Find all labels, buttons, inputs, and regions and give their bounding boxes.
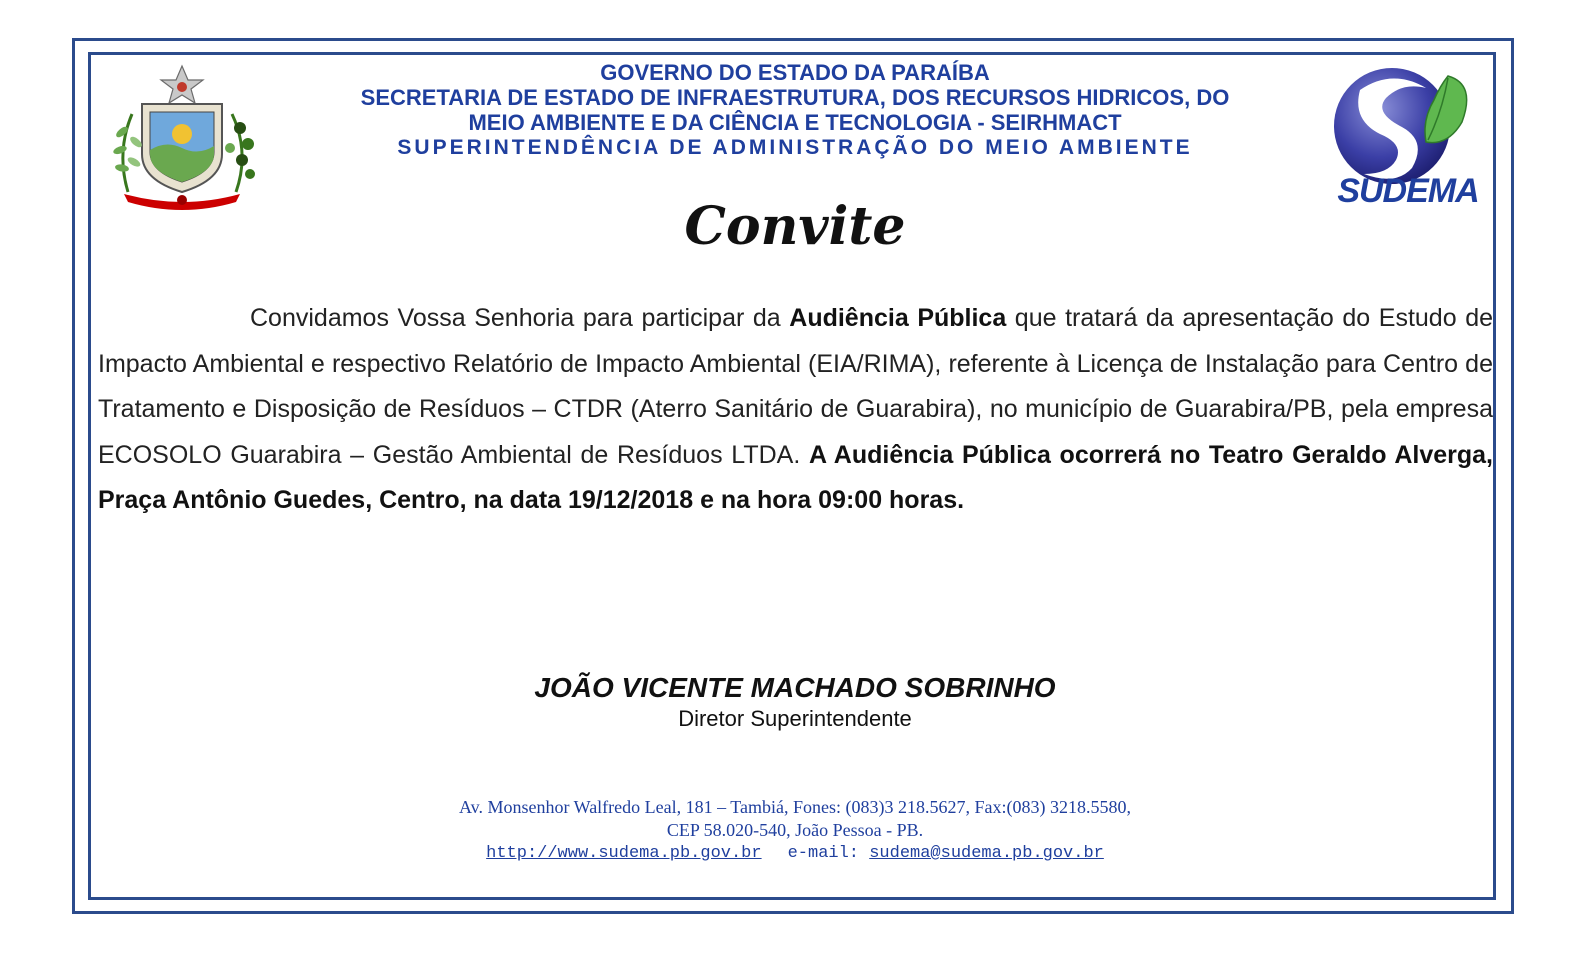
footer-address-line-1: Av. Monsenhor Walfredo Leal, 181 – Tambiá, Fones: (083)3 218.5627, Fax:(083) 3218.5580, — [458, 797, 1132, 817]
footer-address-line-2: CEP 58.020-540, João Pessoa - PB. — [666, 820, 924, 840]
body-text-part-2: que tratará da apresentação do Estudo de Impacto Ambiental e respectivo Relatório de Impacto Ambiental (EIA/RIMA), referente à Licença de Instalação para Centro de Tratamento e Disposição de Resíduos – CTDR (Aterro Sanitário de Guarabira), no município de Guarabira/PB, pela empresa ECOSOLO Guarabira – Gestão Ambiental de Resíduos LTDA. — [98, 304, 1493, 469]
letterhead — [280, 60, 1310, 160]
footer-contact — [0, 796, 1590, 865]
signatory-name: JOÃO VICENTE MACHADO SOBRINHO — [534, 672, 1056, 703]
body-bold-audiencia: Audiência Pública — [789, 304, 1007, 332]
website-link[interactable]: http://www.sudema.pb.gov.br — [486, 844, 762, 863]
sudema-logo-text: SUDEMA — [1337, 172, 1479, 210]
email-label: e-mail: — [787, 844, 860, 863]
invitation-body — [98, 296, 1493, 524]
header-line-secretariat: SECRETARIA DE ESTADO DE INFRAESTRUTURA, DOS RECURSOS HIDRICOS, DO — [360, 85, 1230, 110]
sudema-logo-icon — [1330, 64, 1490, 212]
header-line-secretariat-cont: MEIO AMBIENTE E DA CIÊNCIA E TECNOLOGIA - SEIRHMACT — [468, 110, 1122, 135]
footer-links — [0, 842, 1590, 865]
signatory-role: Diretor Superintendente — [678, 706, 912, 731]
document-title: Convite — [684, 196, 906, 257]
body-text-part-1: Convidamos Vossa Senhoria para participar da — [250, 304, 790, 332]
coat-of-arms-icon — [98, 62, 266, 210]
body-bold-event-details: A Audiência Pública ocorrerá no Teatro Geraldo Alverga, Praça Antônio Guedes, Centro, na data 19/12/2018 e na hora 09:00 horas. — [98, 440, 1493, 514]
email-link[interactable]: sudema@sudema.pb.gov.br — [869, 844, 1104, 863]
header-line-superintendence: SUPERINTENDÊNCIA DE ADMINISTRAÇÃO DO MEIO AMBIENTE — [397, 136, 1193, 159]
header-line-government: GOVERNO DO ESTADO DA PARAÍBA — [600, 60, 990, 85]
